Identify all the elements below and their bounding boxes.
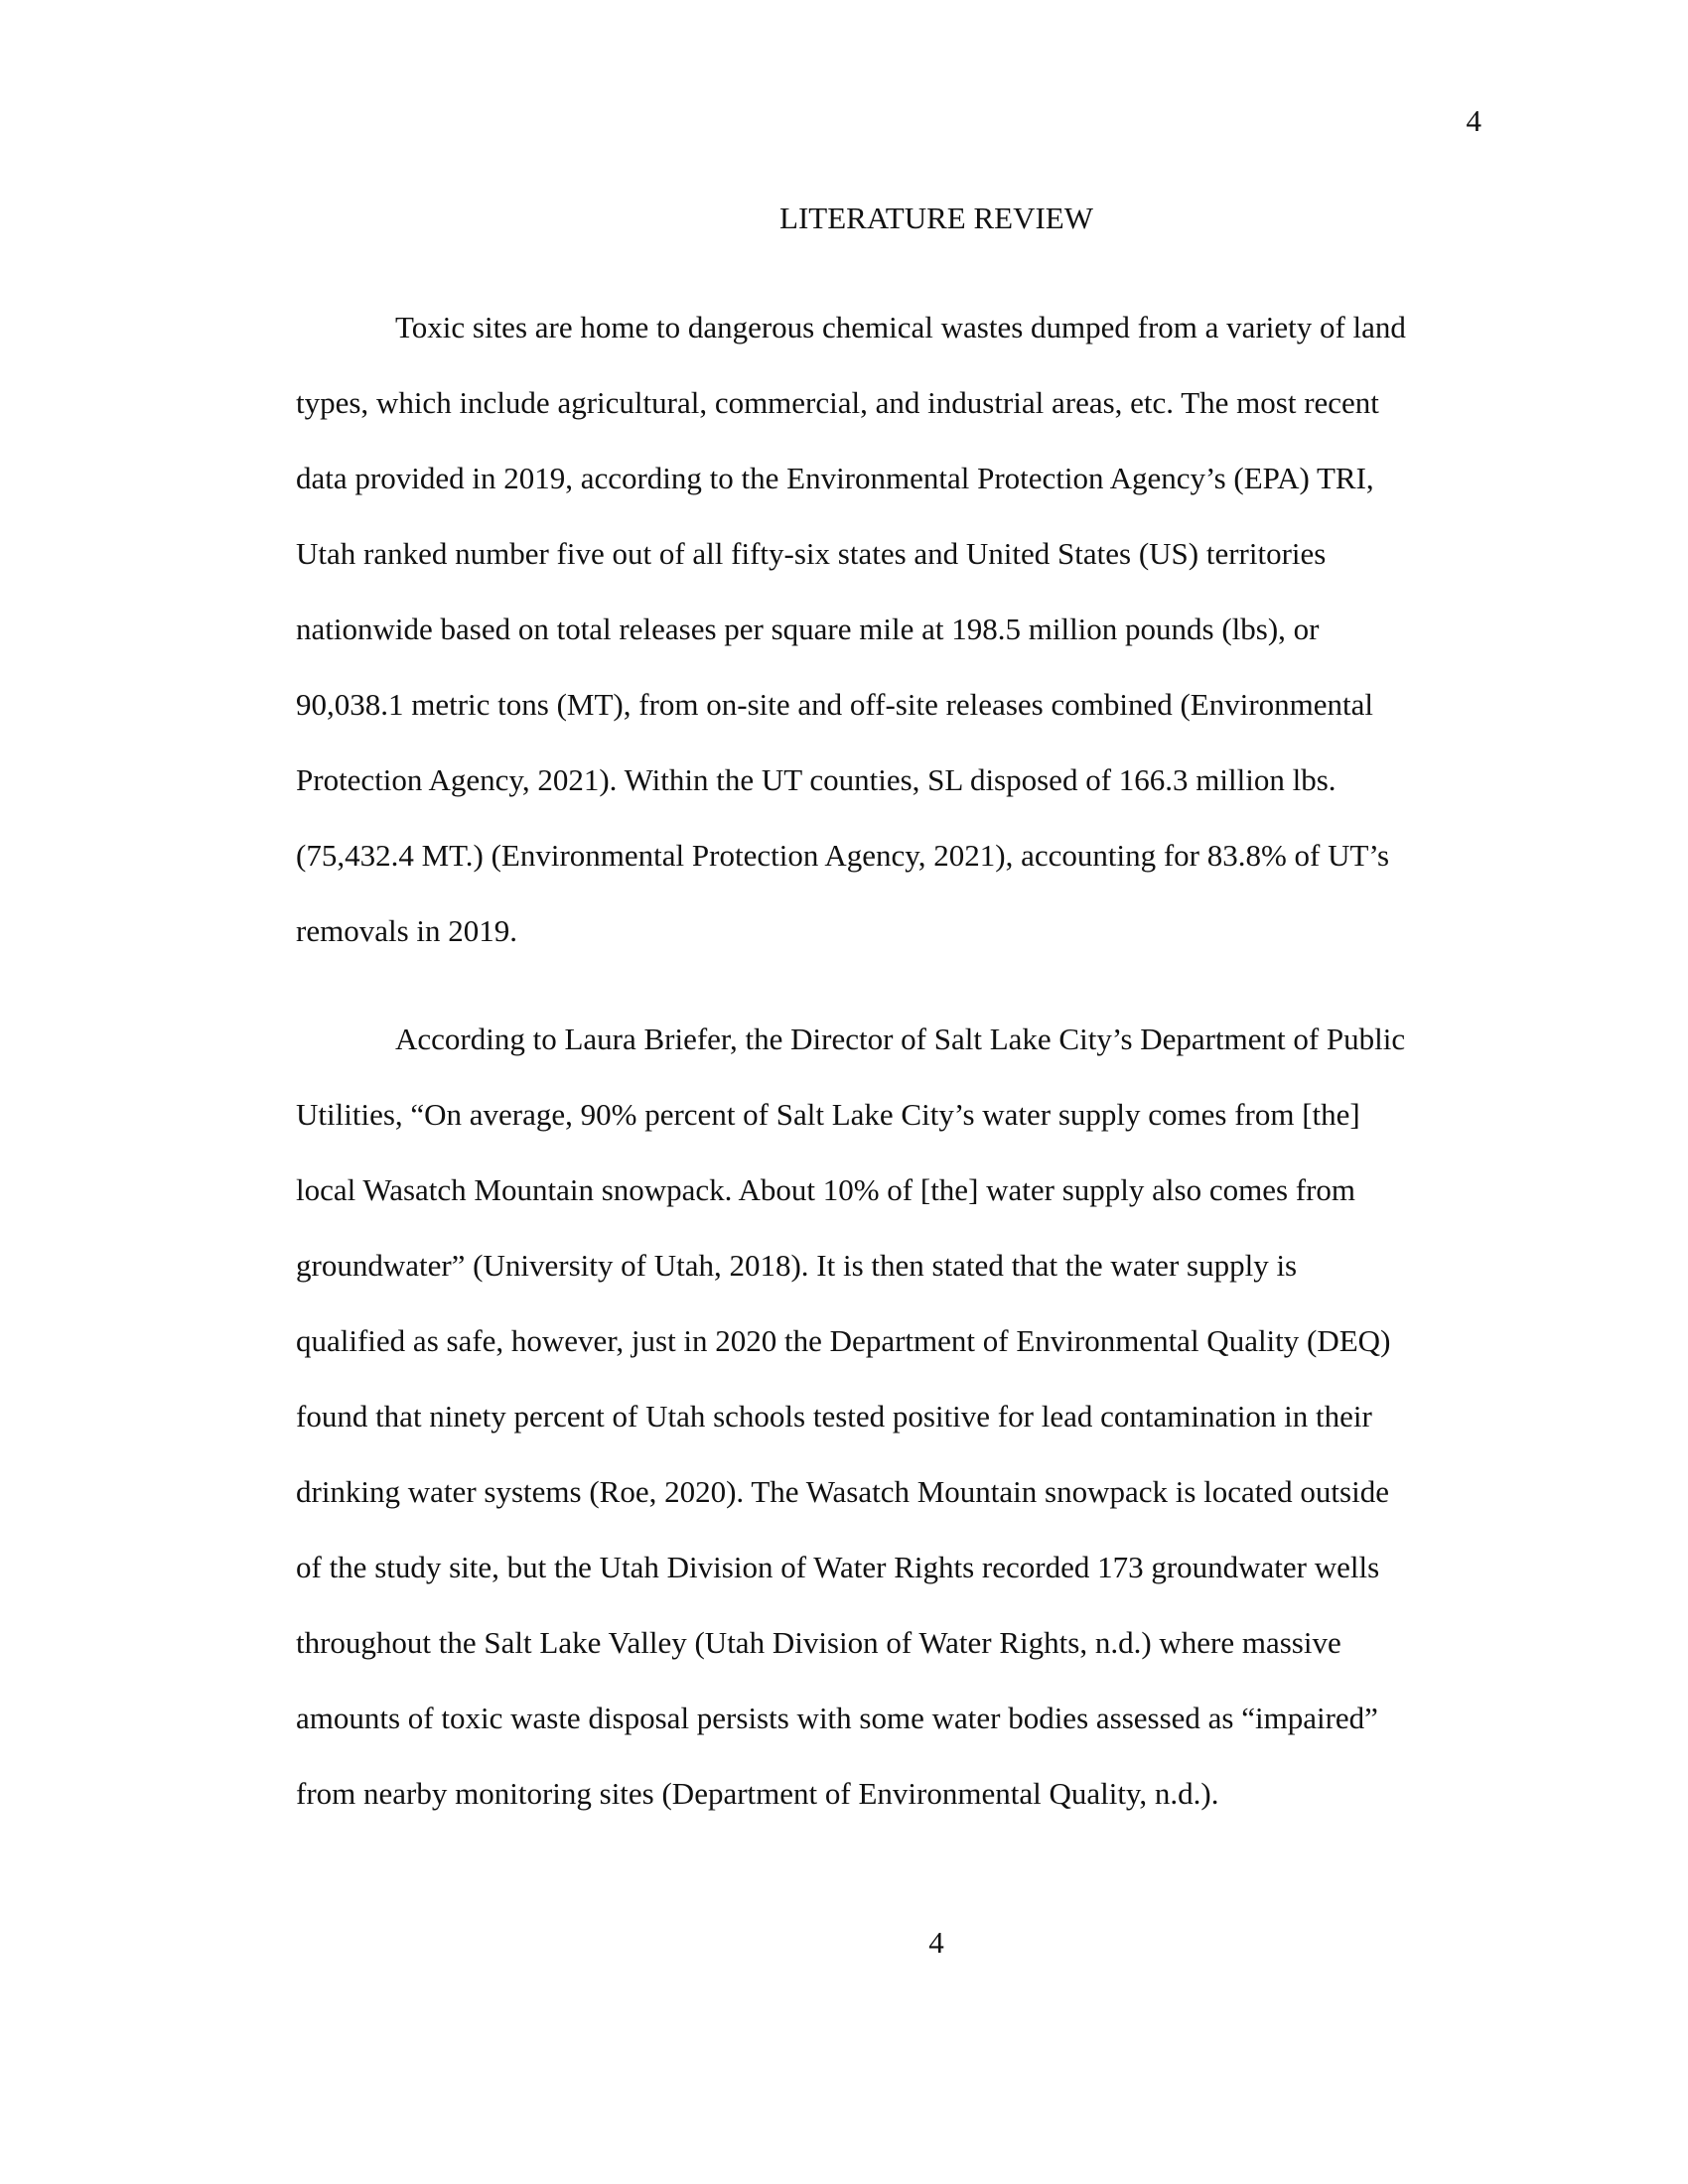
section-title: LITERATURE REVIEW — [779, 201, 1093, 235]
paragraph-line: qualified as safe, however, just in 2020 the Department of Environmental Quality (DEQ) — [296, 1323, 1391, 1358]
paragraph-1 — [296, 290, 1477, 969]
paragraph-line: Utah ranked number five out of all fifty-six states and United States (US) territories — [296, 536, 1327, 571]
paragraph-line: local Wasatch Mountain snowpack. About 10% of [the] water supply also comes from — [296, 1172, 1356, 1207]
paragraph-line: removals in 2019. — [296, 913, 517, 948]
paragraph-line: found that ninety percent of Utah schools tested positive for lead contamination in their — [296, 1399, 1372, 1433]
footer-page-number: 4 — [928, 1925, 944, 1960]
header-page-number: 4 — [1466, 103, 1481, 138]
paragraph-line: throughout the Salt Lake Valley (Utah Division of Water Rights, n.d.) where massive — [296, 1625, 1341, 1660]
paragraph-line: amounts of toxic waste disposal persists with some water bodies assessed as “impaired” — [296, 1701, 1378, 1735]
paragraph-line: Protection Agency, 2021). Within the UT counties, SL disposed of 166.3 million lbs. — [296, 762, 1336, 797]
paragraph-line: Toxic sites are home to dangerous chemical wastes dumped from a variety of land — [395, 310, 1406, 344]
paragraph-line: nationwide based on total releases per square mile at 198.5 million pounds (lbs), or — [296, 612, 1320, 646]
paragraph-line: 90,038.1 metric tons (MT), from on-site and off-site releases combined (Environmental — [296, 687, 1373, 722]
paragraph-line: Utilities, “On average, 90% percent of Salt Lake City’s water supply comes from [the] — [296, 1097, 1360, 1132]
paragraph-line: (75,432.4 MT.) (Environmental Protection Agency, 2021), accounting for 83.8% of UT’s — [296, 838, 1390, 873]
paragraph-line: of the study site, but the Utah Division of Water Rights recorded 173 groundwater wells — [296, 1550, 1380, 1584]
paragraph-line: According to Laura Briefer, the Director of Salt Lake City’s Department of Public — [395, 1022, 1406, 1056]
paragraph-line: types, which include agricultural, commercial, and industrial areas, etc. The most recent — [296, 385, 1379, 420]
paragraph-line: drinking water systems (Roe, 2020). The Wasatch Mountain snowpack is located outside — [296, 1474, 1389, 1509]
paragraph-line: from nearby monitoring sites (Department of Environmental Quality, n.d.). — [296, 1776, 1219, 1811]
paragraph-2 — [296, 1002, 1477, 1832]
paragraph-line: data provided in 2019, according to the Environmental Protection Agency’s (EPA) TRI, — [296, 461, 1374, 495]
paragraph-line: groundwater” (University of Utah, 2018). It is then stated that the water supply is — [296, 1248, 1298, 1283]
